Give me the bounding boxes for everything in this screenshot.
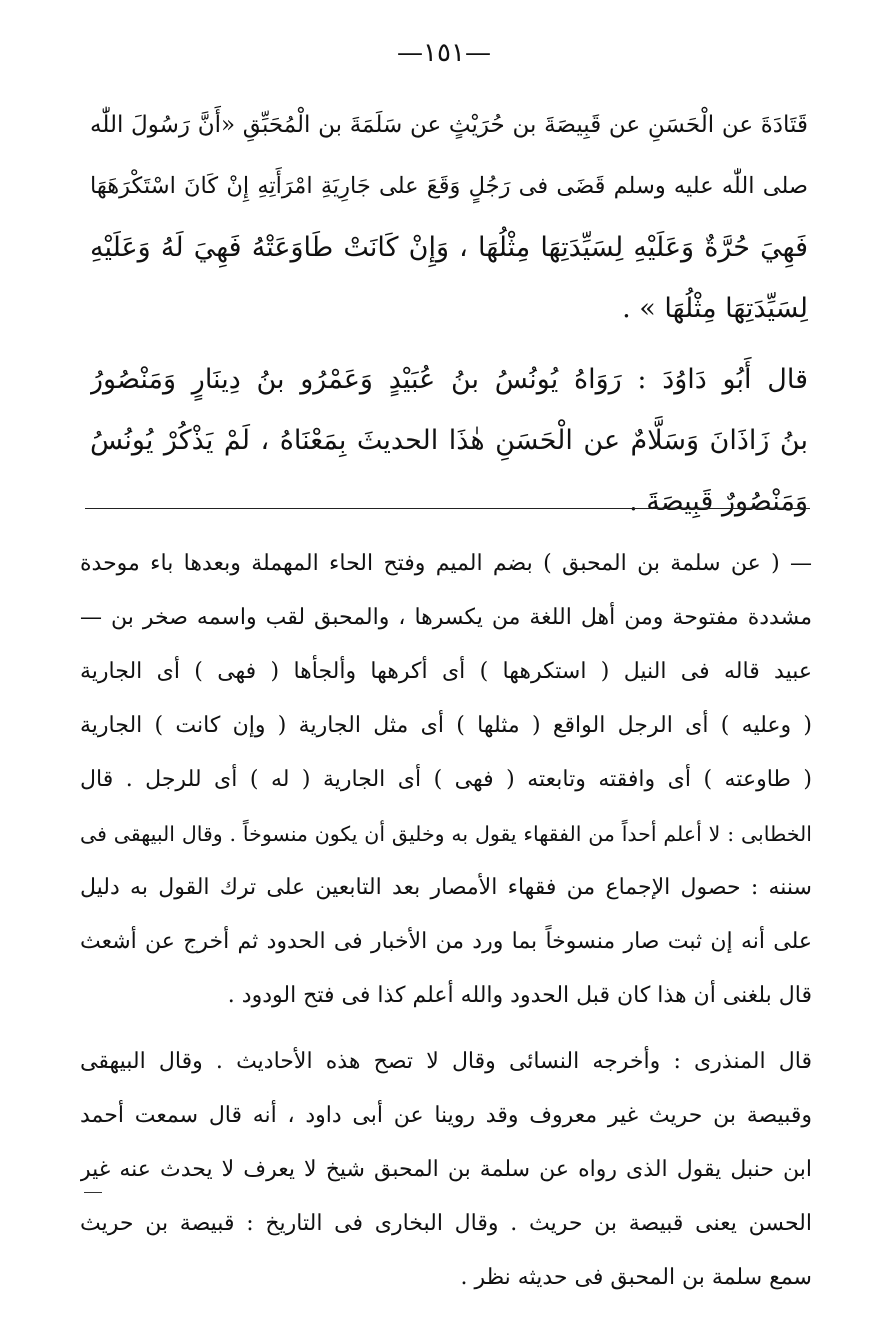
abu-dawud-line: وَمَنْصُورٌ قَبِيصَةَ . <box>629 486 808 517</box>
commentary-line: عبيد قاله فى النيل ( استكرهها ) أى أكرهها وألجأها ( فهى ) أى الجارية <box>80 659 812 684</box>
continuation-dash <box>84 1192 102 1193</box>
commentary-line: الخطابى : لا أعلم أحداً من الفقهاء يقول به وخليق أن يكون منسوخاً . وقال البيهقى فى <box>80 822 812 846</box>
commentary-line: ( وعليه ) أى الرجل الواقع ( مثلها ) أى مثل الجارية ( وإن كانت ) الجارية <box>80 713 812 738</box>
mundhiri-line: ابن حنبل يقول الذى رواه عن سلمة بن المحبق شيخ لا يعرف لا يحدث عنه غير <box>80 1157 812 1182</box>
hadith-line: لِسَيِّدَتِهَا مِثْلُهَا » . <box>622 293 808 324</box>
hadith-line: قَتَادَةَ عن الْحَسَنِ عن قَبِيصَةَ بن حُرَيْثٍ عن سَلَمَةَ بن الْمُحَبِّقِ «أَنَّ رَسُولَ اللّٰه <box>90 112 808 138</box>
mundhiri-line: وقبيصة بن حريث غير معروف وقد روينا عن أبى داود ، أنه قال سمعت أحمد <box>80 1103 812 1128</box>
mundhiri-line: سمع سلمة بن المحبق فى حديثه نظر . <box>460 1265 812 1290</box>
commentary-line: — ( عن سلمة بن المحبق ) بضم الميم وفتح الحاء المهملة وبعدها باء موحدة <box>80 551 812 576</box>
hadith-text <box>90 95 808 532</box>
mundhiri-line: الحسن يعنى قبيصة بن حريث . وقال البخارى فى التاريخ : قبيصة بن حريث <box>80 1211 812 1236</box>
abu-dawud-line: قال أَبُو دَاوُدَ : رَوَاهُ يُونُسُ بنُ عُبَيْدٍ وَعَمْرُو بنُ دِينَارٍ وَمَنْصُورُ <box>90 364 808 395</box>
hadith-line: صلى اللّٰه عليه وسلم قَضَى فى رَجُلٍ وَقَعَ على جَارِيَةِ امْرَأَتِهِ إِنْ كَانَ اسْتَكْرَهَهَا <box>90 173 808 199</box>
commentary-line: قال بلغنى أن هذا كان قبل الحدود والله أعلم كذا فى فتح الودود . <box>227 983 812 1008</box>
commentary-line: مشددة مفتوحة ومن أهل اللغة من يكسرها ، والمحبق لقب واسمه صخر بن — <box>80 605 812 630</box>
footnote-divider <box>85 508 810 509</box>
abu-dawud-line: بنُ زَاذَانَ وَسَلَّامٌ عن الْحَسَنِ هٰذَا الحديثَ بِمَعْنَاهُ ، لَمْ يَذْكُرْ يُونُسُ <box>90 425 808 456</box>
page-number: —١٥١— <box>397 38 491 68</box>
mundhiri-line: قال المنذرى : وأخرجه النسائى وقال لا تصح هذه الأحاديث . وقال البيهقى <box>80 1049 812 1074</box>
hadith-line: فَهِيَ حُرَّةٌ وَعَلَيْهِ لِسَيِّدَتِهَا مِثْلُهَا ، وَإِنْ كَانَتْ طَاوَعَتْهُ فَهِيَ لَهُ وَعَلَيْهِ <box>90 232 808 263</box>
commentary-text <box>80 537 812 1305</box>
commentary-line: سننه : حصول الإجماع من فقهاء الأمصار بعد التابعين على ترك القول به دليل <box>80 875 812 900</box>
commentary-line: ( طاوعته ) أى وافقته وتابعته ( فهى ) أى الجارية ( له ) أى للرجل . قال <box>80 767 812 792</box>
commentary-line: على أنه إن ثبت صار منسوخاً بما ورد من الأخبار فى الحدود ثم أخرج عن أشعث <box>80 929 812 954</box>
